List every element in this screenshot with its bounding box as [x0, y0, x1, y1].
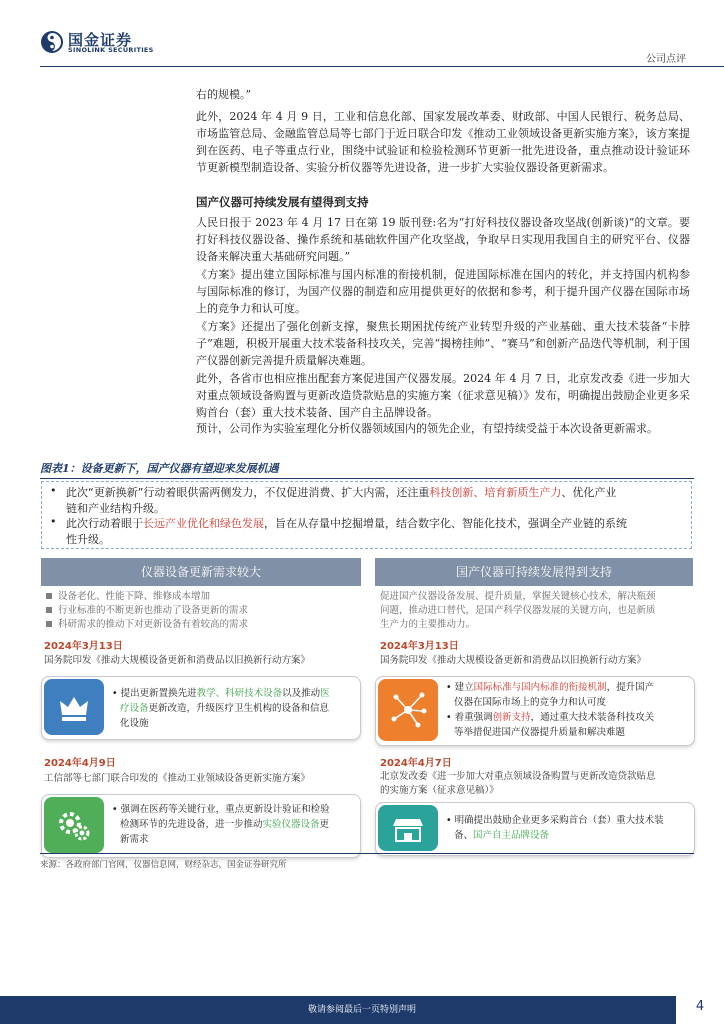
- left-card-2-text: • 强调在医药等关键行业，重点更新设计验证和检验 检测环节的先进设备，进一步推动实验仪器设备更 新需求: [112, 804, 330, 845]
- bullet-dot: •: [50, 484, 57, 497]
- right-policy-1: 国务院印发《推动大规模设备更新和消费品以旧换新行动方案》: [380, 655, 647, 666]
- left-panel-header: 仪器设备更新需求较大: [41, 558, 361, 586]
- left-policy-1: 国务院印发《推动大规模设备更新和消费品以旧换新行动方案》: [44, 655, 311, 666]
- figure-source: 来源：各政府部门官网，仪器信息网，财经杂志，国金证券研究所: [40, 860, 287, 870]
- summary-bullet-1-cont: 链和产业结构升级。: [66, 502, 165, 515]
- paragraph-1: 右的规模。”: [196, 88, 252, 101]
- right-policy-2-line-2: 的实施方案（征求意见稿）》: [380, 785, 499, 796]
- right-intro-line-1: 促进国产仪器设备发展、提升质量，掌握关键核心技术，解决瓶颈: [380, 591, 656, 602]
- bullet-dot: •: [50, 515, 57, 528]
- left-date-1: 2024年3月13日: [44, 641, 123, 652]
- shop-icon: [378, 805, 438, 851]
- right-date-1: 2024年3月13日: [380, 641, 459, 652]
- network-icon: [378, 679, 438, 741]
- paragraph-4: 《方案》提出建立国际标准与国内标准的衔接机制，促进国际标准在国内的转化，并支持国内机构参与国际标准的修订，为国产仪器的制造和应用提供更好的依据和参考，利于提升国产仪器在国际市场上的竞争力和认可度。: [196, 268, 690, 315]
- right-intro-line-3: 生产力的主要推动力。: [380, 619, 476, 630]
- footer-disclaimer: 敬请参阅最后一页特别声明: [307, 1005, 416, 1015]
- figure-title: 图表1：设备更新下，国产仪器有望迎来发展机遇: [40, 462, 279, 475]
- source-divider: [40, 853, 694, 854]
- left-date-2: 2024年4月9日: [44, 758, 116, 769]
- right-card-1-text: • 建立国际标准与国内标准的衔接机制，提升国产 仪器在国际市场上的竞争力和认可度 • 着重强调创新支持，通过重大技术装备科技攻关 等举措促进国产仪器提升质量和解决难题: [446, 682, 655, 738]
- left-policy-2: 工信部等七部门联合印发的《推动工业领域设备更新实施方案》: [44, 773, 311, 784]
- paragraph-3: 人民日报于 2023 年 4 月 17 日在第 19 版刊登:名为“打好科技仪器设备攻坚战(创新谈)”的文章。要打好科技仪器设备、操作系统和基础软件国产化攻坚战，争取早日实现用我国自主的研究平台、仪器设备来解决重大基础研究问题。”: [196, 216, 690, 263]
- gears-icon: [44, 797, 104, 853]
- paragraph-5: 《方案》还提出了强化创新支撑，聚焦长期困扰传统产业转型升级的产业基础、重大技术装备“卡脖子”难题，积极开展重大技术装备科技攻关，完善“揭榜挂帅”、“赛马”和创新产品迭代等机制，利于国产仪器创新完善提升质量解决难题。: [196, 320, 690, 367]
- right-policy-2-line-1: 北京发改委《进一步加大对重点领域设备购置与更新改造贷款贴息: [380, 771, 656, 782]
- square-bullet-icon: [46, 607, 52, 613]
- logo-english-name: SINOLINK SECURITIES: [68, 46, 154, 54]
- summary-bullet-2: 此次行动着眼于长远产业优化和绿色发展，旨在从存量中挖掘增量，结合数字化、智能化技术，强调全产业链的系统: [66, 517, 627, 530]
- left-item-2: 行业标准的不断更新也推动了设备更新的需求: [58, 605, 249, 616]
- left-item-1: 设备老化、性能下降、维修成本增加: [58, 591, 211, 602]
- sinolink-logo-icon: [40, 30, 64, 54]
- summary-bullet-2-cont: 性升级。: [66, 533, 110, 546]
- left-item-3: 科研需求的推动下对更新设备有着较高的需求: [58, 619, 249, 630]
- square-bullet-icon: [46, 621, 52, 627]
- square-bullet-icon: [46, 593, 52, 599]
- paragraph-6: 此外，各省市也相应推出配套方案促进国产仪器发展。2024 年 4 月 7 日，北京发改委《进一步加大对重点领域设备购置与更新改造贷款贴息的实施方案（征求意见稿）》发布，明确提出鼓励企业更多采购首台（套）重大技术装备、国产自主品牌设备。: [196, 372, 690, 419]
- summary-bullet-1: 此次“更新换新”行动着眼供需两侧发力，不仅促进消费、扩大内需，还注重科技创新、培育新质生产力、优化产业: [66, 486, 617, 499]
- page-number: 4: [695, 999, 705, 1014]
- report-type-label: 公司点评: [646, 54, 686, 65]
- right-card-2-text: • 明确提出鼓励企业更多采购首台（套）重大技术装 备、国产自主品牌设备: [446, 815, 664, 841]
- crown-icon: [44, 679, 104, 735]
- logo-chinese-name: 国金证券: [68, 31, 133, 49]
- figure-title-divider: [40, 478, 694, 479]
- right-intro-line-2: 问题，推动进口替代，是国产科学仪器发展的关键方向，也是新质: [380, 605, 656, 616]
- paragraph-2: 此外，2024 年 4 月 9 日，工业和信息化部、国家发展改革委、财政部、中国人民银行、税务总局、市场监管总局、金融监管总局等七部门于近日联合印发《推动工业领域设备更新实施方案》，该方案提到在医药、电子等重点行业，围绕中试验证和检验检测环节更新一批先进设备，重点推动设计验证环节更新模型制造设备、实验分析仪器等先进设备，进一步扩大实验仪器设备更新需求。: [196, 110, 690, 174]
- paragraph-7: 预计，公司作为实验室理化分析仪器领域国内的领先企业，有望持续受益于本次设备更新需求。: [196, 422, 658, 435]
- right-panel-header: 国产仪器可持续发展得到支持: [375, 558, 693, 586]
- section-heading: 国产仪器可持续发展有望得到支持: [196, 195, 369, 209]
- right-date-2: 2024年4月7日: [380, 758, 452, 769]
- header-divider: [40, 66, 724, 67]
- left-card-1-text: • 提出更新置换先进教学、科研技术设备以及推动医 疗设备更新改造，升级医疗卫生机构的设备和信息 化设施: [112, 688, 330, 729]
